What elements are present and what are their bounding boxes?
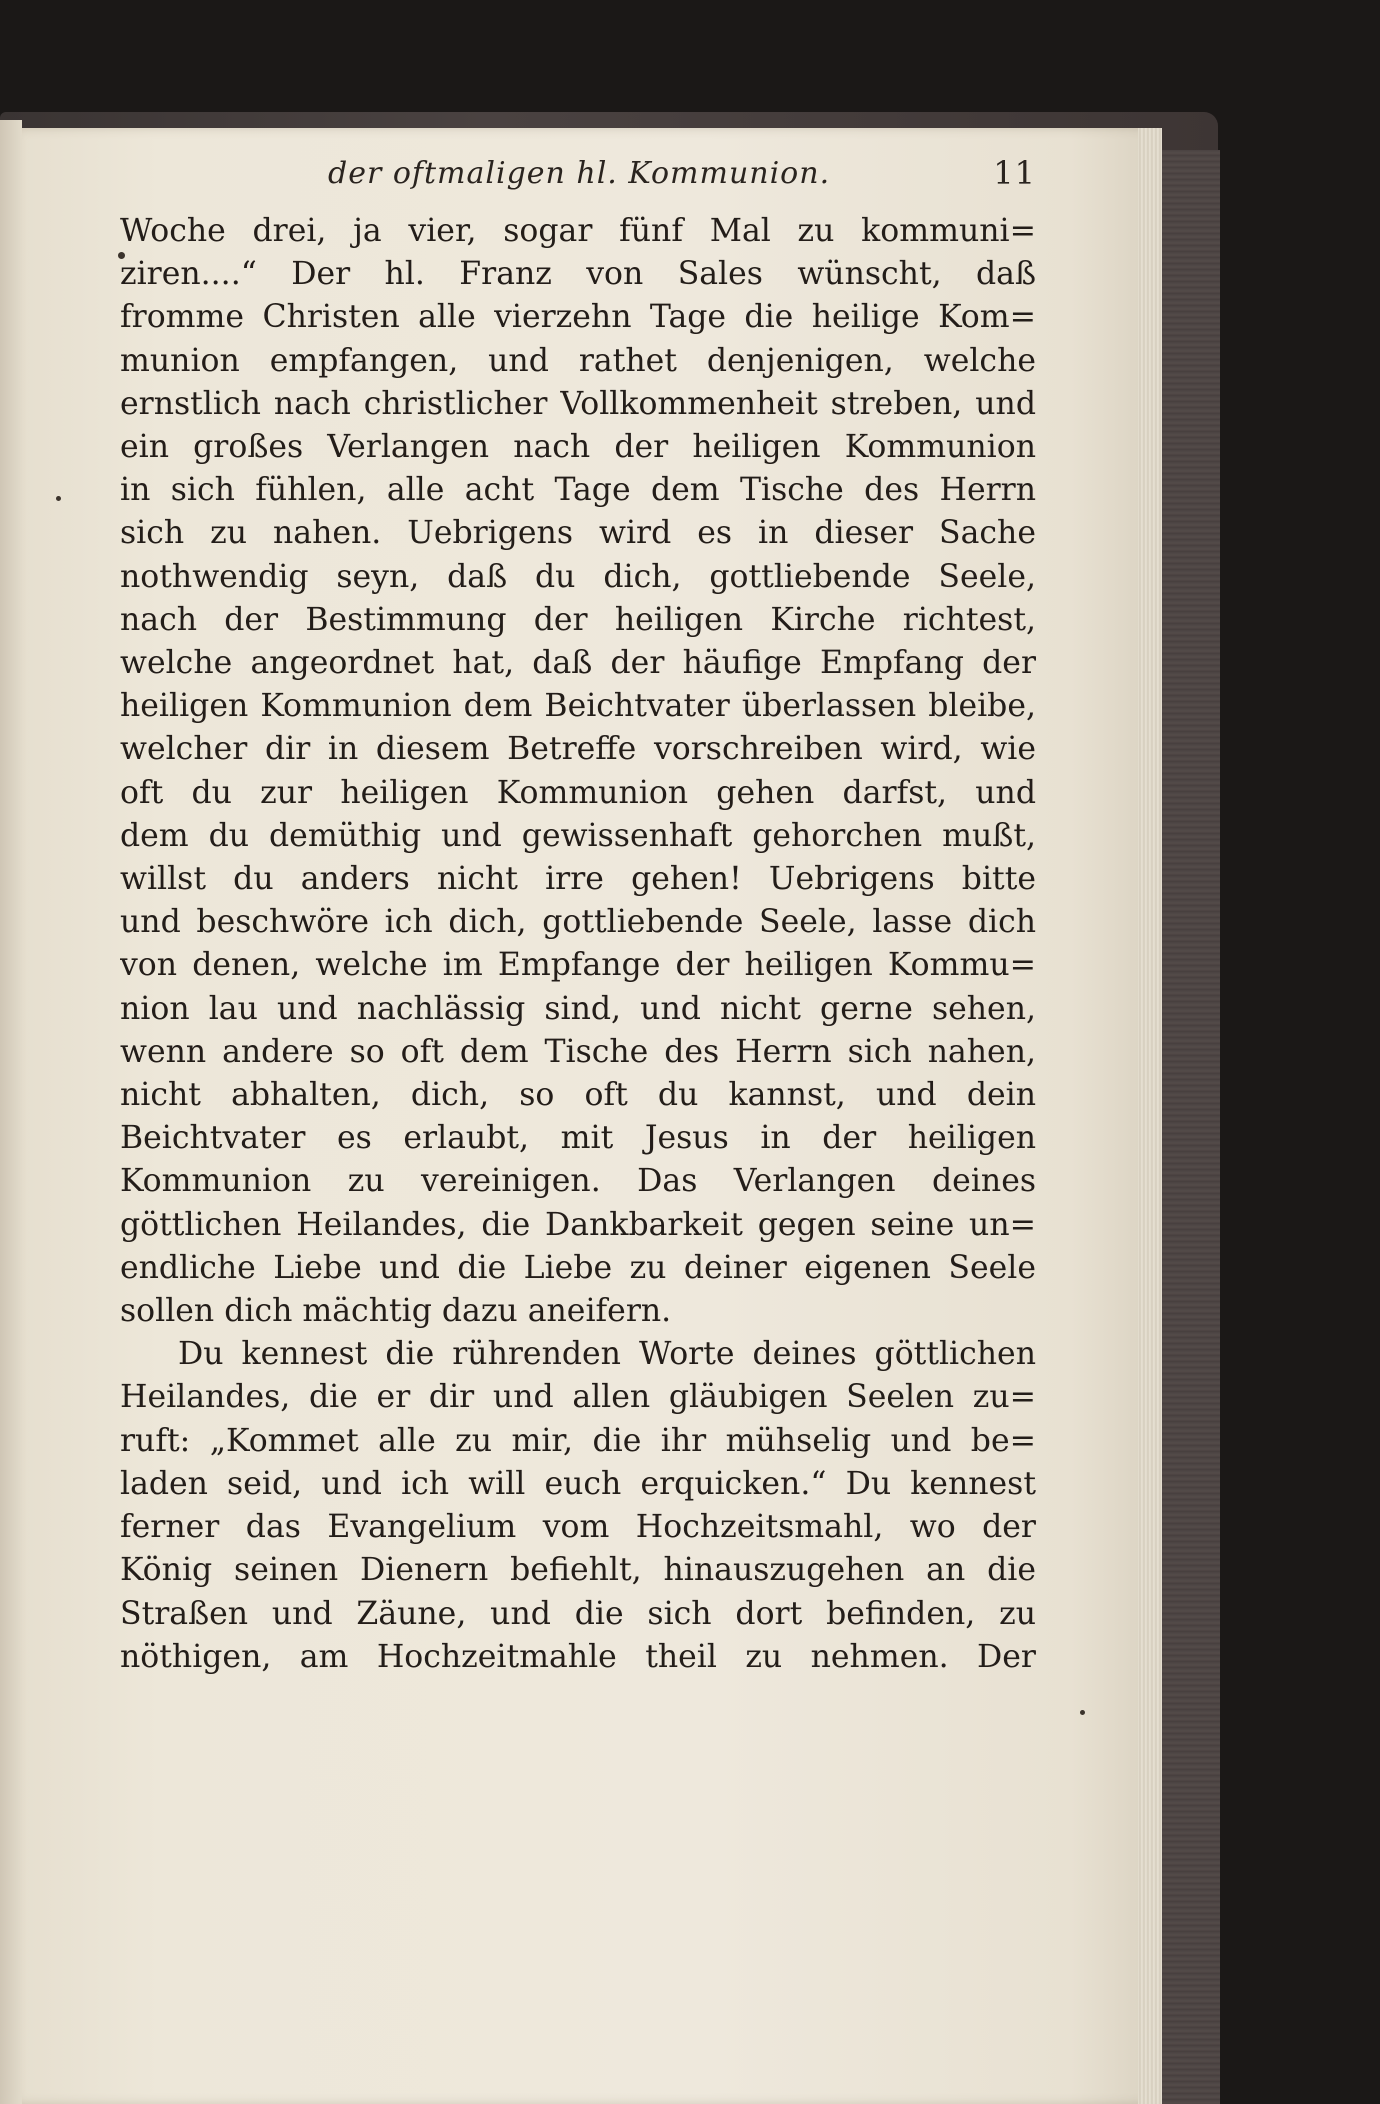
ink-speck (56, 496, 61, 501)
paragraph (120, 1333, 1036, 1679)
paragraph (120, 210, 1036, 1333)
text-line: Beichtvater es erlaubt, mit Jesus in der heiligen (120, 1120, 1036, 1157)
text-line: Heilandes, die er dir und allen gläubigen Seelen zu= (120, 1379, 1036, 1416)
running-header (120, 148, 1036, 198)
text-line: Kommunion zu vereinigen. Das Verlangen deines (120, 1163, 1036, 1200)
body-text (120, 210, 1036, 1679)
text-line: nach der Bestimmung der heiligen Kirche richtest, (120, 601, 1036, 638)
ink-speck (1080, 1710, 1085, 1715)
text-line: ruft: „Kommet alle zu mir, die ihr mühselig und be= (120, 1422, 1036, 1459)
text-line: und beschwöre ich dich, gottliebende Seele, lasse dich (120, 904, 1036, 941)
text-line: nothwendig seyn, daß du dich, gottliebende Seele, (120, 558, 1036, 595)
text-line: fromme Christen alle vierzehn Tage die heilige Kom= (120, 299, 1036, 336)
text-line: willst du anders nicht irre gehen! Uebrigens bitte (120, 861, 1036, 898)
book-spine (1160, 150, 1220, 2104)
text-line: oft du zur heiligen Kommunion gehen darfst, und (120, 774, 1036, 811)
text-line: ziren....“ Der hl. Franz von Sales wünscht, daß (120, 256, 1036, 293)
text-line: ein großes Verlangen nach der heiligen Kommunion (120, 429, 1036, 466)
running-title: der oftmaligen hl. Kommunion. (328, 155, 831, 191)
text-line: heiligen Kommunion dem Beichtvater überlassen bleibe, (120, 688, 1036, 725)
text-line: nöthigen, am Hochzeitmahle theil zu nehmen. Der (120, 1638, 1036, 1675)
page-number: 11 (993, 154, 1036, 192)
text-line: welcher dir in diesem Betreffe vorschreiben wird, wie (120, 731, 1036, 768)
text-line: sich zu nahen. Uebrigens wird es in dieser Sache (120, 515, 1036, 552)
text-line: Woche drei, ja vier, sogar fünf Mal zu kommuni= (120, 213, 1036, 249)
text-line: munion empfangen, und rathet denjenigen, welche (120, 342, 1036, 379)
text-line: ernstlich nach christlicher Vollkommenheit streben, und (120, 385, 1036, 422)
text-line: wenn andere so oft dem Tische des Herrn sich nahen, (120, 1033, 1036, 1070)
text-line: welche angeordnet hat, daß der häufige Empfang der (120, 645, 1036, 682)
text-line: dem du demüthig und gewissenhaft gehorchen mußt, (120, 817, 1036, 854)
text-line: nicht abhalten, dich, so oft du kannst, und dein (120, 1077, 1036, 1114)
text-line: göttlichen Heilandes, die Dankbarkeit gegen seine un= (120, 1206, 1036, 1243)
page-stack-edge (1138, 128, 1162, 2104)
text-line: Straßen und Zäune, und die sich dort befinden, zu (120, 1595, 1036, 1632)
text-line: in sich fühlen, alle acht Tage dem Tische des Herrn (120, 472, 1036, 509)
text-line: von denen, welche im Empfange der heiligen Kommu= (120, 947, 1036, 984)
text-line: laden seid, und ich will euch erquicken.“ Du kennest (120, 1465, 1036, 1502)
text-line: sollen dich mächtig dazu aneifern. (120, 1293, 672, 1330)
text-line: endliche Liebe und die Liebe zu deiner eigenen Seele (120, 1249, 1036, 1286)
text-line: König seinen Dienern befiehlt, hinauszugehen an die (120, 1552, 1036, 1589)
text-line: Du kennest die rührenden Worte deines göttlichen (178, 1336, 1036, 1373)
text-line: ferner das Evangelium vom Hochzeitsmahl, wo der (120, 1509, 1036, 1546)
text-line: nion lau und nachlässig sind, und nicht gerne sehen, (120, 990, 1036, 1027)
facing-page-edge (0, 120, 22, 2104)
